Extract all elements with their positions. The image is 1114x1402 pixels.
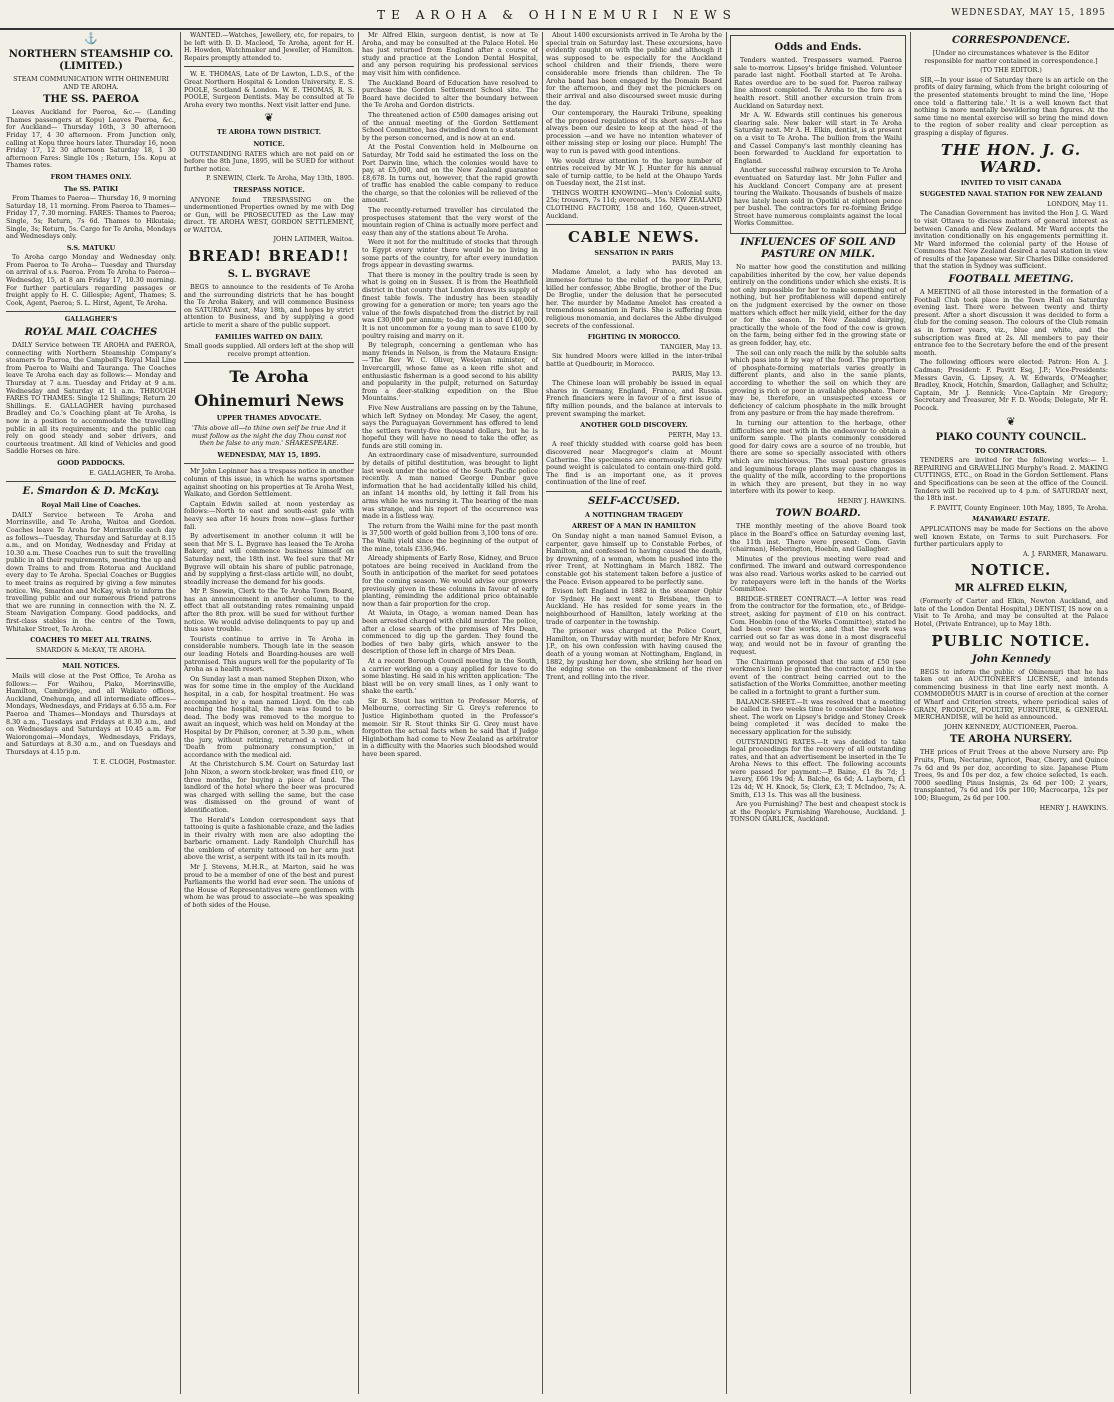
news-paragraph: THE monthly meeting of the above Board took place in the Board's office on Saturday evening last, the 11th inst. There were present: Com. Gavin (chairman), Heberington, Hoebin, and Gallagher. [730,522,906,554]
cable-item-body: A reef thickly studded with coarse gold has been discovered near Macgregor's claim at Mount Catherine. The specimens are enormously rich. Fifty pound weight is calculated to contain one-third gold. The find is an important one, as it proves continuation of the line of reef. [546,440,722,487]
ad-wanted-body: WANTED.—Watches, Jewellery, etc, for repairs, to be left with D. D. Macleod, Te Aroha, agent for H. H. Howden, Watchmaker and Jeweller, of Hamilton. Repairs promptly attended to. [184,32,354,62]
ad-gallagher-body: DAILY Service between TE AROHA and PAEROA, connecting with Northern Steamship Company's steamers to Paeroa, the Campbell's Royal Mail Line from Paeroa to Waihi and Tauranga. The Coaches leave Te Aroha each day as follows:— Monday and Thursday at 7 a.m. Tuesday and Friday at 9 a.m. Wednesday and Saturday at 11 a.m. THROUGH FARES TO THAMES: Single 12 Shillings; Return 20 Shillings. E. GALLAGHER having purchased Bradley and Co.'s Coaching plant at Te Aroha, is now in a position to accommodate the travelling public in all its requirements; and the public can rely on good steady and sober drivers, and courteous treatment. All kind of Vehicles and good Saddle Horses on hire. [6,341,176,456]
ad-steamship-title: NORTHERN STEAMSHIP CO. (LIMITED.) [8,49,174,72]
ad-thames-head: FROM THAMES ONLY. [50,172,132,181]
correspondence-note: [Under no circumstances whatever is the Editor responsible for matter contained in correspondence.] [924,49,1098,65]
odds-and-ends-body: Another successful railway excursion to Te Aroha eventuated on Saturday last. Mr John Fuller and his Auckland Concert Company are at present touring the Waikato. Thousands of bushels of maize have lately been sold in Opotiki at eighteen pence per bushel. The contractors for re-forming Bridge Street have numerous complaints against the local Works Committee. [734,166,902,228]
manawaru-heading: MANAWARU ESTATE. [972,515,1050,524]
masthead-date: WEDNESDAY, MAY 15, 1895 [951,8,1106,18]
news-paragraph: A MEETING of all those interested in the formation of a Football Club took place in the Town Hall on Saturday evening last. There were between twenty and thirty present. After a short discussion it was decided to form a club for the coming season. The colours of the Club remain as in former years, viz., blue and white, and the subscription was fixed at 2s. All members to pay their entrance fee to the Secretary before the end of the present month. [914,288,1108,357]
ad-thames-ship: The SS. PATIKI [63,184,119,193]
odds-and-ends-body: Tenders wanted. Trespassers warned. Paeroa sale to-morrow. Lipsey's bridge finished. Volunteer parade last night. Football started at Te Aroha. Rates overdue are to be sued for. Paeroa railway line almost completed. Te Aroha to the fore as a health resort. Still another excursion train from Auckland on Saturday next. [734,56,902,110]
public-notice-heading: PUBLIC NOTICE. [931,631,1091,650]
column-1 [6,32,176,1394]
news-paragraph: SIR,—In your issue of Saturday there is an article on the profits of dairy farming, which from the bright colouring of the presented statements brought to mind the line, 'Hope once told a flattering tale.' It is a well known fact that nothing is more mentally bewildering than figures. At the same time no mental exercise will so bring the mind down to the region of sober reality and clear perception as grasping a display of figures. [914,75,1108,137]
ad-bread-foot2: Small goods supplied. All orders left at the shop will receive prompt attention. [184,342,354,358]
ward-heading: THE HON. J. G. WARD. [940,140,1082,176]
divider [184,362,354,363]
news-paragraph: The soil can only reach the milk by the soluble salts which pass into it by way of the food. The proportion of phosphate-forming materials varies greatly in different plants, and also in the same plants, according to whether the soil on which they are growing is rich or poor in available phosphate. There may be, therefore, an unsuspected excess or deficiency of calcium phosphate in the milk brought from any pasture or from the hay made therefrom. [730,348,906,418]
cable-news-heading: CABLE NEWS. [568,228,700,247]
ad-gallagher-sig: E. GALLAGHER, Te Aroha. [89,468,176,477]
piako-sig: F. PAVITT, County Engineer. 10th May, 1895, Te Aroha. [929,503,1108,512]
self-accused-sub: A NOTTINGHAM TRAGEDY [585,510,683,519]
self-accused-sub2: ARREST OF A MAN IN HAMILTON [572,522,696,531]
masthead [0,0,1114,30]
ad-thames-body: From Thames to Paeroa— Thursday 16, 9 morning Saturday 18, 11 morning. From Paeroa to Thames— Friday 17, 7.30 morning. FARES: Thames to Paeroa; Single, 5s; Return, 7s 6d. Thames to Hikutaia; Single, 3s; Return, 5s. Cargo for Te Aroha, Mondays and Wednesdays only. [6,194,176,241]
news-paragraph: OUTSTANDING RATES.—It was decided to take legal proceedings for the recovery of all outstanding rates, and that an advertisement be inserted in the Te Aroha News to this effect. The following accounts were passed for payment:—P. Baine, £1 8s 7d; J. Lavery, £66 19s 9d; A. Balche, 6s 6d; A. Layborn, £1 12s 4d; W. H. Knock, 5s; Clerk, £3; T. McIndoo, 7s; A. Smith, £13 1s. This was all the business. [730,737,906,799]
news-paragraph: Are you Furnishing? The best and cheapest stock is at the People's Furnishing Warehouse, Auckland. J. TONSON GARLICK, Auckland. [730,800,906,824]
elkin-body: (Formerly of Carter and Elkin, Newton Auckland, and late of the London Dental Hospital,) DENTIST, IS now on a Visit to Te Aroha, and may be consulted at the Palace Hotel, (Private Entrance), up to May 18th. [914,597,1108,629]
news-paragraph: By telegraph, concerning a gentleman who has many friends in Nelson, is from the Mataura Ensign:—'The Rev W. C. Oliver, Wesleyan minister, of Invercargill, whose fame as a keen rifle shot and enthusiastic fisherman is a good second to his ability and popularity in the pulpit, returned on Saturday from a deer-stalking expedition on the Blue Mountains.' [362,341,538,403]
masthead-title: TE AROHA & OHINEMURI NEWS [377,8,737,22]
cable-item-dateline: PARIS, May 13. [671,258,722,267]
news-paragraph: The following officers were elected: Patron: Hon A. J. Cadman; President: F. Pavitt Esq, J.P.; Vice-Presidents: Messrs Gavin, G. Lipsey, A. W. Edwards, O'Meagher, Bradley, Knock, Hotchin, Smardon, Gallagher, and Schultz; Captain, Mr J. Rennick; Vice-Captain Mr Gregory; Secretary and Treasurer, Mr F. D. Woods; Delegate, Mr H. Pocock. [914,358,1108,412]
news-paragraph: At the Postal Convention held in Melbourne on Saturday, Mr Todd said he estimated the loss on the Port Darwin line, which the colonies would have to pay, at £5,000, and on the New Zealand guarantee £8,678. In turns out, however, that the rapid growth of traffic has enabled the cable company to reduce the charge, so that the colonies will be relieved of the amount. [362,143,538,205]
editorial-paragraph: At the Christchurch S.M. Court on Saturday last John Nixon, a sworn stock-broker, was fined £10, or three months, for buying a piece of land. The landlord of the hotel where the beer was procured was charged with selling the same, but the case was dismissed on the ground of want of identification. [184,760,354,814]
news-paragraph: The return from the Waihi mine for the past month is 37,500 worth of gold bullion from 3,100 tons of ore. The Waihi yield since the beginning of the output of the mine, totals £336,946. [362,521,538,553]
ad-dentists-body: W. E. THOMAS, Late of Dr Lawton, L.D.S., of the Great Northern Hospital & London University. E. S. POOLE, Scotland & London. W. E. THOMAS, R. S. POOLE, Surgeon Dentists. May be consulted at Te Aroha every two months. Next visit latter end June. [184,70,354,109]
column-rule [180,32,181,1394]
town-board-heading: TOWN BOARD. [775,508,861,520]
ad-smardon-sig: SMARDON & McKAY, TE AROHA. [35,645,147,654]
editorial-paragraph: Mr John Lepinner has a trespass notice in another column of this issue, in which he warns sportsmen against shooting on his properties at Te Aroha West, Waikato, and Gordon Settlement. [184,467,354,499]
nursery-heading: TE AROHA NURSERY. [949,734,1073,746]
column-2 [184,32,354,1394]
cable-item-head: SENSATION IN PARIS [594,249,674,258]
news-paragraph: We would draw attention to the large number of entries received by Mr W. J. Hunter for his annual sale of turnip cattle, to be held at the Ohaupo Yards on Tuesday next, the 21st inst. [546,156,722,188]
divider [184,463,354,464]
odds-and-ends-heading: Odds and Ends. [774,42,862,53]
ward-sub2: SUGGESTED NAVAL STATION FOR NEW ZEALAND [919,190,1103,199]
ward-sub: INVITED TO VISIT CANADA [960,178,1062,187]
news-paragraph: Minutes of the previous meeting were read and confirmed. The inward and outward correspondence was also read. Various works asked to be carried out by ratepayers were left in the hands of the Works Committee. [730,554,906,594]
news-paragraph: THINGS WORTH KNOWING—Men's Colonial suits, 25s; trousers, 7s 11d; overcoats, 15s. NEW ZEALAND CLOTHING FACTORY, 158 and 160, Queen-street, Auckland. [546,188,722,220]
news-paragraph: Mr Alfred Elkin, surgeon dentist, is now at Te Aroha, and may be consulted at the Palace Hotel. He has just returned from England after a course of study and practice at the London Dental Hospital, and any person requiring his professional services may visit him with confidence. [362,32,538,77]
divider [6,481,176,482]
ad-steamship-ship: THE SS. PAEROA [43,94,139,106]
nameplate-line-1: Te Aroha [229,367,309,387]
column-rule [542,32,543,1394]
ad-town-district-sig: P. SNEWIN, Clerk. Te Aroha, May 13th, 1895. [206,174,354,183]
news-paragraph: Five New Australians are passing on by the Tahune, which left Sydney on Monday. Mr Casey, the agent, says the Paraguayan Government has offered to lend the settlers twenty-five thousand dollars, but he is hopeful they will have no need to take the offer, as funds are still coming in. [362,403,538,450]
issue-date: WEDNESDAY, MAY 15, 1895. [217,450,321,459]
notice-heading: NOTICE. [970,561,1052,580]
ad-mail-body: Mails will close at the Post Office, Te Aroha as follows:— For Waihou, Piako, Morrinsville, Hamilton, Cambridge, and all Waikato offices, Auckland, Onehunga, and all intermediate offices—Mondays, Wednesdays, and Fridays at 6.55 a.m. For Paeroa and Thames—Mondays and Thursdays at 8.30 a.m., Tuesdays and Fridays at 8.30 a.m., and on Wednesdays and Saturdays at 10.45 a.m. For Waiorongomai—Mondays, Wednesdays, Fridays, and Saturdays at 8.30 a.m., and on Tuesdays and Thursdays at 4.15 p.m. [6,672,176,756]
ad-trespass-head: TRESPASS NOTICE. [233,185,305,194]
nameplate-subtitle: UPPER THAMES ADVOCATE. [216,414,322,423]
news-paragraph: About 1400 excursionists arrived in Te Aroha by the special train on Saturday last. These excursions, have evidently caught on with the public and although it was supposed to be especially for the Auckland school children and their friends, there were considerable more friends than children. The Te Aroha band has been engaged by the Domain Board for the afternoon, and they met the picnickers on their arrival and also discoursed sweet music during the day. [546,32,722,108]
influences-heading: INFLUENCES OF SOIL AND PASTURE ON MILK. [740,237,896,261]
editorial-paragraph: Tourists continue to arrive in Te Aroha in considerable numbers. Though late in the season our leading Hotels and Boarding-houses are well patronised. This augurs well for the popularity of Te Aroha as a health resort. [184,634,354,674]
kennedy-heading: John Kennedy [972,653,1050,665]
cable-item-dateline: TANGIER, May 13. [660,342,722,351]
ad-town-district-head: TE AROHA TOWN DISTRICT. [217,128,321,137]
cable-item-body: Madame Amelot, a lady who has devoted an immense fortune to the relief of the poor in Paris, killed her confessor, Abbe Broglie, brother of the Duc De Broglie, under the delusion that he persecuted her. The murder by Madame Amelot has created a tremendous sensation in Paris. She is suffering from religious monomania, and declares the Abbe divulged secrets of the confessional. [546,268,722,330]
news-paragraph: Sir R. Stout has written to Professor Morris, of Melbourne, correcting Sir G. Grey's reference to Justice Higinbotham quoted in the Professor's memoir. Sir R. Stout thinks Sir G. Grey must have forgotten the actual facts when he said that if Judge Higinbotham had come to New Zealand as arbitrator in a difficulty with the Maories such bloodshed would have been spared. [362,696,538,759]
news-paragraph: BALANCE-SHEET.—It was resolved that a meeting be called in two weeks time to consider the balance-sheet. The work on Lipsey's bridge and Stoney Creek being completed it was decided to make the necessary application for the subsidy. [730,697,906,736]
piako-heading: PIAKO COUNTY COUNCIL. [935,431,1087,443]
ad-steamship-body: Leaves Auckland for Paeroa, &c.— (Landing Thames passengers at Kopu) Leaves Paeroa, &c., for Auckland— Thursday 16th, 3 30 afternoon Friday 17, 4 30 afternoon. From Junction only, calling at Kopu three hours later. Thursday 16, noon Friday 17, 12 30 afternoon Saturday 18, 1 30 afternoon Fares: Single 10s ; Return, 15s. Kopu at Thames rates. [6,108,176,170]
news-paragraph: An extraordinary case of misadventure, surrounded by details of pitiful destitution, was brought to light last week under the notice of the South Pacific police recently. A man named George Dunbar gave information that he had accidentally killed his child, an infant 14 months old, by letting it fall from his arms while he was nursing it. The bearing of the man was strange, and his report of the occurrence was made in a listless way. [362,451,538,521]
ad-bread-body: BEGS to announce to the residents of Te Aroha and the surrounding districts that he has bought the Te Aroha Bakery, and will commence Business on SATURDAY next, May 18th, and hopes by strict attention to Business, and by supplying a good article to merit a share of the public support. [184,283,354,330]
column-6 [914,32,1108,1394]
steamship-logo-icon: ⚓ [84,32,98,45]
ad-steamship-subtitle: STEAM COMMUNICATION WITH OHINEMURI AND TE AROHA. [13,75,169,91]
divider [546,224,722,225]
ad-gallagher-foot: GOOD PADDOCKS. [57,458,125,467]
news-paragraph: The Auckland Board of Education have resolved to purchase the Gordon Settlement School site. The Board have decided to alter the boundary between the Te Aroha and Gordon districts. [362,78,538,110]
ad-bread-title: BREAD! BREAD!! [188,247,350,266]
cable-item-body: Six hundred Moors were killed in the inter-tribal battle at Quedbourir, in Morocco. [546,352,722,368]
news-paragraph: The recently-returned traveller has circulated the prospectuses statement that the very worst of the mountain region of China is actually more perfect and easy than any of the stations about Te Aroha. [362,206,538,237]
manawaru-body: APPLICATIONS may be made for Sections on the above well known Estate, on Terms to suit Purchasers. For further particulars apply to [914,524,1108,549]
ad-bread-name: S. L. BYGRAVE [227,269,311,281]
news-paragraph: No matter how good the constitution and milking capabilities inherited by the cow, her value depends entirely on the conditions under which she exists. It is not only impossible for her to make something out of nothing, but her profitableness will depend entirely on the judgment exercised by the owner on those matters which effect her milk yield, either for the day or for the season. In New Zealand dairying, practically the whole of the food of the cow is grown on the farm, being either fed in the growing state or as green fodder, hay, etc. [730,263,906,347]
editorial-paragraph: On Sunday last a man named Stephen Dixon, who was for some time in the employ of the Auckland hospital, in a cab, for hospital treatment. He was accompanied by a man named Lloyd. On the cab reaching the hospital, the man was found to be dead. The body was removed to the morgue to await an inquest, which was held on Monday at the Hospital by Dr Philson, coroner, at 5.30 p.m., when the jury, without retiring, returned a verdict of 'Death from pulmonary consumption,' in accordance with the medical aid. [184,674,354,759]
kennedy-body: BEGS to inform the public of Ohinemuri that he has taken out an AUCTIONEER'S LICENSE, and intends commencing business in that line early next month. A COMMODIOUS MART is in course of erection at the corner of Wharf and Criterion streets, where periodical sales of GRAIN, PRODUCE, POULTRY, FURNITURE, & GENERAL MERCHANDISE, will be held as announced. [914,667,1108,722]
news-paragraph: Already shipments of Early Rose, Kidney, and Bruce potatoes are being received in Auckland from the South in anticipation of the market for seed potatoes for the coming season. We would advise our growers previously given in these columns in favour of early planting, reminding the additional price obtainable now than a fair proportion for the crop. [362,554,538,608]
news-paragraph: The Chairman proposed that the sum of £50 (see workmen's lien) be granted the contractor, and in the event of the contract being carried out to the satisfaction of the Works Committee, another meeting be called in a fortnight to grant a further sum. [730,657,906,696]
manawaru-sig: A. J. FARMER, Manawaru. [1023,549,1108,558]
column-4 [546,32,722,1394]
ad-town-district-body: OUTSTANDING RATES which are not paid on or before the 8th June, 1895, will be SUED for without further notice. [184,149,354,173]
correspondence-heading: CORRESPONDENCE. [951,35,1070,46]
cable-item-head: FIGHTING IN MOROCCO. [587,333,681,342]
nursery-sig: HENRY J. HAWKINS. [1039,803,1108,812]
editorial-paragraph: By advertisement in another column it will be seen that Mr S. L. Bygrave has leased the Te Aroha Bakery, and will commence business himself on Saturday next, the 18th inst. We feel sure that Mr Bygrave will obtain his share of public patronage, and by supplying a first-class article will, no doubt, steadily increase the demand for his goods. [184,532,354,586]
ad-bread-foot: FAMILIES WAITED ON DAILY. [215,332,323,341]
ad-trespass-body: ANYONE found TRESPASSING on the undermentioned Properties owned by me with Dog or Gun, will be PROSECUTED as the Law may direct. TE AROHA WEST, GORDON SETTLEMENT, or WAITOA. [184,195,354,234]
news-paragraph: The Canadian Government has invited the Hon J. G. Ward to visit Ottawa to discuss matters of general interest as between Canada and New Zealand. Mr Ward accepts the invitation conditionally on his engagements permitting it. Mr Ward informed the colonial party of the House of Commons that New Zealand desired a naval station in view of results of the Japanese war. Sir Charles Dilke considered that the station in Sydney was sufficient. [914,209,1108,271]
divider [6,311,176,312]
news-paragraph: The prisoner was charged at the Police Court, Hamilton, on Thursday with murder, before Mr Knox, J.P., on his own confession with having caused the death of a young woman at Nottingham, England, in 1882, by pushing her down, she striking her head on the edging stone on the embankment of the river Trent, and rolling into the river. [546,627,722,681]
odds-and-ends-box [730,35,906,234]
ad-smardon-title: E. Smardon & D. McKay. [22,486,160,498]
cable-item-body: The Chinese loan will probably be issued in equal shares in Germany, England, France, and Russia. French financiers were in favour of a first issue of fifty million pounds, and the balance at intervals to prevent swamping the market. [546,379,722,418]
coat-of-arms-icon: ❦ [1006,414,1016,428]
ad-mail-head: MAIL NOTICES. [62,662,120,671]
ad-mail-sig: T. E. CLOGH, Postmaster. [93,757,176,766]
news-paragraph: Our contemporary, the Hauraki Tribune, speaking of the proposed regulations of its short says:—It has always been our desire to keep at the head of the procession —and we have no intention whatever of either missing step or losing our place. Humph! The way to run is paved with good intentions. [546,108,722,155]
column-rule [358,32,359,1394]
column-3 [362,32,538,1394]
news-paragraph: Evison left England in 1882 in the steamer Ophir for Sydney. He next went to Brisbane, then to Auckland. He has resided for some years in the neighbourhood of Hamilton, lately working at the trade of carpenter in the township. [546,587,722,626]
news-paragraph: That there is money in the poultry trade is seen by what is going on in Sussex. It is from the Heathfield district in that county that London draws its supply of finest table fowls. The industry has been steadily growing for a generation or more; ten years ago the value of the fowls dispatched from the district by rail was £30,000 per annum; to-day it is about £140,000. It is not uncommon for a young man to save £100 by poultry raising and marry on it. [362,270,538,340]
ad-matuku-body: To Aroha cargo Monday and Wednesday only. From Paeroa to Te Aroha— Tuesday and Thursday on arrival of s.s. Paeroa. From Te Aroha to Paeroa— Wednesday, 15, at 8 am Friday 17, 10.30 morning. For further particulars regarding passages or freight apply to H. C. Gillespie; Agent, Thames; S. Cook, Agent, Paeroa; S. L. Hirst, Agent, Te Aroha. [6,253,176,307]
coat-of-arms-icon: ❦ [264,111,274,125]
football-heading: FOOTBALL MEETING. [948,274,1074,286]
correspondence-to: (TO THE EDITOR.) [980,66,1042,75]
kennedy-sig: JOHN KENNEDY, AUCTIONEER, Paeroa. [944,722,1078,731]
ward-dateline: LONDON, May 11. [1047,199,1108,208]
ad-trespass-sig: JOHN LATIMER, Waitoa. [273,235,354,244]
ad-smardon-sub: Royal Mail Line of Coaches. [41,501,141,510]
ad-gallagher-name: GALLAGHER'S [64,315,118,324]
nameplate-line-2: Ohinemuri News [194,391,344,411]
elkin-heading: MR ALFRED ELKIN, [954,583,1068,595]
editorial-paragraph: Mr J. Stevens, M.H.R., at Marton, said he was proud to be a member of one of the best and purest Parliaments the world had ever seen. The unions of the House of Representatives were gentlemen with whom he was proud to associate—he was speaking of both sides of the House. [184,863,354,910]
news-paragraph: At a recent Borough Council meeting in the South, a carrier working on a quay applied for leave to do some blasting. He said in his written application: 'The blast will be on very small lines, as I only want to shake the earth.' [362,656,538,696]
influences-sig: HENRY J. HAWKINS. [837,496,906,505]
ad-town-district-sub: NOTICE. [253,139,285,148]
news-paragraph: BRIDGE-STREET CONTRACT.—A letter was read from the contractor for the formation, etc., of Bridge-street, asking for payment of £10 on his contract. Com. Hoebin (one of the Works Committee), stated he had been over the works, and that the work was carried out so far as was done in a most disgraceful way, and would not be in favour of granting the request. [730,594,906,656]
ad-smardon-foot: COACHES TO MEET ALL TRAINS. [30,636,152,645]
odds-and-ends-body: Mr A. W. Edwards still continues his generous clearing sale. New baker will start in Te Aroha Saturday next. Mr A. H. Elkin, dentist, is at present on a visit to Te Aroha. The bullion from the Waihi and Cassel Company's last monthly cleaning has been forwarded to Auckland for exportation to England. [734,111,902,165]
column-rule [910,32,911,1394]
column-rule [726,32,727,1394]
cable-item-head: ANOTHER GOLD DISCOVERY. [580,421,688,430]
piako-body: TENDERS are invited for the following works:— 1. REPAIRING and GRAVELLING Murphy's Road. 2. MAKING CUTTINGS, ETC., on Road in the Gordon Settlement. Plans and Specifications can be seen at the office of the Council. Tenders will be received up to 4 p.m. of SATURDAY next, the 18th inst. [914,456,1108,503]
nameplate-motto: 'This above all—to thine own self be true And it must follow as the night the day Thou canst not then be false to any man.' SHAKESPEARE. [191,424,347,448]
column-5 [730,32,906,1394]
divider [184,66,354,67]
nursery-body: THE prices of Fruit Trees at the above Nursery are: Pip Fruits, Plum, Nectarine, Apricot, Pear, Cherry, and Quince 7s 6d and 9s per doz, according to size. Japanese Plum Trees, 9s and 10s per doz, a few choice selected, 1s each. 7000 seedling Pinus Insignis, 2s 6d per 100; 2 years, transplanted, 7s 6d and 10s per 100; Macrocarpa, 12s per 100; Bluegum, 2s 6d per 100. [914,748,1108,802]
news-paragraph: On Sunday night a man named Samuel Evison, a carpenter, gave himself up to Constable Forbes, of Hamilton, and confessed to having caused the death, by drowning, of a woman, whom he pushed into the river Trent, at Nottingham in March 1882. The constable got his statement taken before a justice of the Peace. Evison appeared to be perfectly sane. [546,532,722,586]
news-paragraph: The threatened action of £500 damages arising out of the annual meeting of the Gordon Settlement School Committee, has dwindled down to a statement by the person concerned, and is now at an end. [362,110,538,142]
piako-sub: TO CONTRACTORS. [975,446,1047,455]
self-accused-heading: SELF-ACCUSED. [588,495,680,507]
cable-item-dateline: PERTH, May 13. [668,430,722,439]
divider [6,658,176,659]
ad-matuku-ship: S.S. MATUKU [66,243,116,252]
divider [546,491,722,492]
editorial-paragraph: Mr P. Snewin, Clerk to the Te Aroha Town Board, has an announcement in another column, to the effect that all outstanding rates remaining unpaid after the 8th prox. will be sued for without further notice. We would advise delinquents to pay up and thus save trouble. [184,587,354,634]
news-paragraph: Were it not for the multitude of stocks that through to Egypt every winter there would be no living in some parts of the country, for after every inundation frogs appear in devasting swarms. [362,238,538,270]
editorial-paragraph: The Herald's London correspondent says that tattooing is quite a fashionable craze, and the ladies in their rivalry with men are also adopting the barbaric ornament. Lady Randolph Churchill has the emblem of eternity tattooed on her arm just above the wrist, a serpent with its tail in its mouth. [184,815,354,862]
cable-item-dateline: PARIS, May 13. [671,369,722,378]
ad-gallagher-title: ROYAL MAIL COACHES [24,327,158,339]
ad-smardon-body: DAILY Service between Te Aroha and Morrinsville, and Te Aroha, Waitoa and Gordon. Coaches leave Te Aroha for Morrinsville each day as follows—Tuesday, Thursday and Saturday at 8.15 a.m., and on Monday, Wednesday and Friday at 10.30 a.m. These Coaches run to suit the travelling public in all their requirements, meeting the up and down Trains to and from Rotorua and Auckland every day to Te Aroha. Special Coaches or Buggies to meet trains as required by giving a few minutes notice. We, Smardon and McKay, wish to inform the travelling public and our numerous friend patrons that we are running in connection with the N. Z. Steam Navigation Company. Good paddocks, and first-class stables in the centre of the Town, Whitaker Street, Te Aroha. [6,510,176,633]
news-paragraph: At Waiuta, in Otago, a woman named Dean has been arrested charged with child murder. The police, after a close search of the premises of Mrs Dean, commenced to dig up the garden. They found the bodies of two baby girls, which answer to the description of those left in charge of Mrs Dean. [362,609,538,656]
editorial-paragraph: Captain Edwin sailed at noon yesterday as follows:—North to east and south-east gale with heavy sea after 16 hours from now—glass further fall. [184,499,354,531]
news-paragraph: In turning our attention to the herbage, other difficulties are met with in the endeavour to obtain a uniform sample. The plants commonly considered good for dairy cows are a source of no trouble, but there are some so specially associated with others which are mischievous. The usual pasture grasses and leguminous forage plants may cause changes in the quality of the milk, according to the proportions in which they are present, but they in no way interfere with its power to keep. [730,418,906,496]
